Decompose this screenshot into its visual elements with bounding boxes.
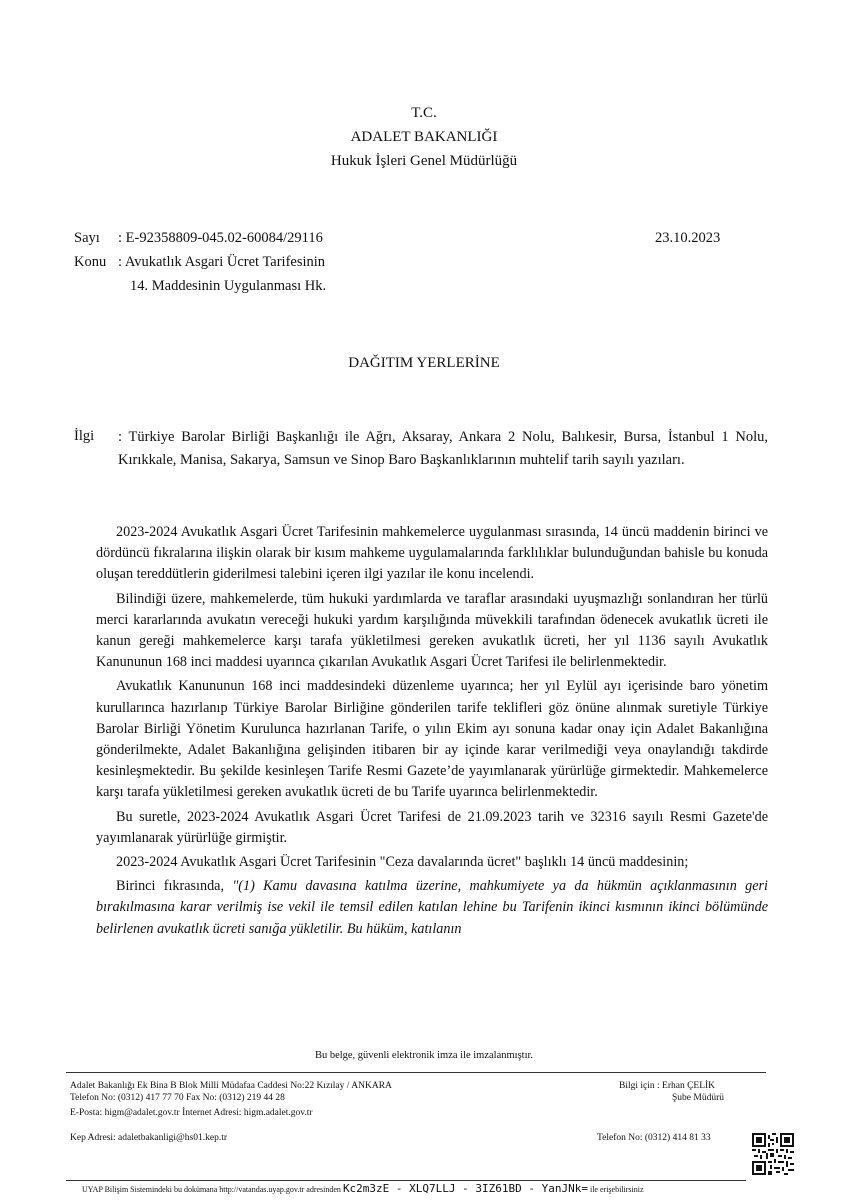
footer-address: Adalet Bakanlığı Ek Bina B Blok Milli Müdafaa Caddesi No:22 Kızılay / ANKARA [70,1081,392,1091]
sayi-label: Sayı [74,230,100,246]
header-tc: T.C. [411,105,437,121]
footer-phone-fax: Telefon No: (0312) 417 77 70 Fax No: (0312) 219 44 28 [70,1093,285,1103]
document-date: 23.10.2023 [655,230,721,246]
konu-value-line2: 14. Maddesinin Uygulanması Hk. [130,278,327,294]
addressee: DAĞITIM YERLERİNE [348,355,500,371]
uyap-prefix: UYAP Bilişim Sistemindeki bu dokümana http://vatandas.uyap.gov.tr adresinden [82,1185,343,1194]
konu-value-line1: : Avukatlık Asgari Ücret Tarifesinin [118,254,326,270]
footer-kep: Kep Adresi: adaletbakanligi@hs01.kep.tr [70,1133,228,1143]
uyap-verification-code: Kc2m3zE - XLQ7LLJ - 3IZ61BD - YanJNk= [342,1182,588,1195]
info-phone: Telefon No: (0312) 414 81 33 [597,1133,711,1143]
uyap-access-line [82,1182,644,1195]
header-ministry: ADALET BAKANLIĞI [350,129,498,145]
body-paragraph-6 [96,876,768,940]
uyap-divider [66,1180,746,1181]
konu-label: Konu [74,254,107,270]
body-paragraph-1: 2023-2024 Avukatlık Asgari Ücret Tarifesinin mahkemelerce uygulanması sırasında, 14 üncü maddenin birinci ve dördüncü fıkralarına ilişkin olarak bir kısım mahkeme uygulamalarında farklılıklar bulunduğundan bahisle bu konuda oluşan tereddütlerin giderilmesi talebini içeren ilgi yazılar ile konu incelendi. [96,524,768,583]
sayi-value: : E-92358809-045.02-60084/29116 [118,230,323,246]
paragraph-6-lead: Birinci fıkrasında, [116,878,233,895]
header-directorate: Hukuk İşleri Genel Müdürlüğü [330,153,518,169]
body-paragraph-3: Avukatlık Kanununun 168 inci maddesindeki düzenleme uyarınca; her yıl Eylül ayı içerisinde baro yönetim kurullarınca hazırlanıp Türkiye Barolar Birliğine gönderilen tarife teklifleri göz önüne alınmak suretiyle Türkiye Barolar Birliği Yönetim Kurulunca hazırlanan Tarife, o yılın Ekim ayı sonuna kadar onay için Adalet Bakanlığına gönderilmekte, Adalet Bakanlığına gelişinden itibaren bir ay içinde karar verilmediği veya onaylandığı takdirde kesinleşmektedir. Bu şekilde kesinleşen Tarife Resmi Gazete’de yayımlanarak yürürlüğe girmektedir. Mahkemelerce karşı tarafa yükletilmesi gereken avukatlık ücreti de bu Tarife uyarınca belirlenmektedir. [96,678,768,801]
info-title: Şube Müdürü [672,1093,724,1103]
footer-email-web: E-Posta: higm@adalet.gov.tr İnternet Adresi: higm.adalet.gov.tr [70,1108,313,1118]
uyap-suffix: ile erişebilirsiniz [587,1185,644,1194]
body-paragraph-4: Bu suretle, 2023-2024 Avukatlık Asgari Ücret Tarifesi de 21.09.2023 tarih ve 32316 sayılı Resmi Gazete'de yayımlanarak yürürlüğe girmiştir. [96,808,768,846]
paragraph-6-quote: "(1) Kamu davasına katılma üzerine, mahkumiyete ya da hükmün açıklanmasının geri bırakılmasına karar verilmiş ise vekil ile temsil edilen katılan lehine bu Tarifenin ikinci kısmının ikinci bölümünde belirlenen avukatlık ücreti sanığa yükletilir. Bu hüküm, katılanın [96,878,768,937]
footer-divider [66,1072,766,1073]
ilgi-label: İlgi [74,428,95,444]
body-paragraph-5: 2023-2024 Avukatlık Asgari Ücret Tarifesinin "Ceza davalarında ücret" başlıklı 14 üncü maddesinin; [116,854,689,871]
info-contact: Bilgi için : Erhan ÇELİK [619,1081,716,1091]
document-body [96,522,768,943]
ilgi-text: : Türkiye Barolar Birliği Başkanlığı ile Ağrı, Aksaray, Ankara 2 Nolu, Balıkesir, Bursa, İstanbul 1 Nolu, Kırıkkale, Manisa, Sakarya, Samsun ve Sinop Baro Başkanlıklarının muhtelif tarih sayılı yazıları. [118,429,768,468]
e-signature-note: Bu belge, güvenli elektronik imza ile imzalanmıştır. [314,1050,534,1061]
body-paragraph-2: Bilindiği üzere, mahkemelerde, tüm hukuki yardımlarda ve taraflar arasındaki uyuşmazlığı sonlandıran her türlü merci kararlarında avukatın vereceği hukuki yardım karşılığında müvekkili tarafından ödenecek avukatlık ücreti ile kanun gereği mahkemelerce karşı tarafa yükletilmesi gereken avukatlık ücreti, her yıl 1136 sayılı Avukatlık Kanununun 168 inci maddesi uyarınca çıkarılan Avukatlık Asgari Ücret Tarifesi ile belirlenmektedir. [96,590,768,671]
qr-code-icon [752,1133,794,1175]
